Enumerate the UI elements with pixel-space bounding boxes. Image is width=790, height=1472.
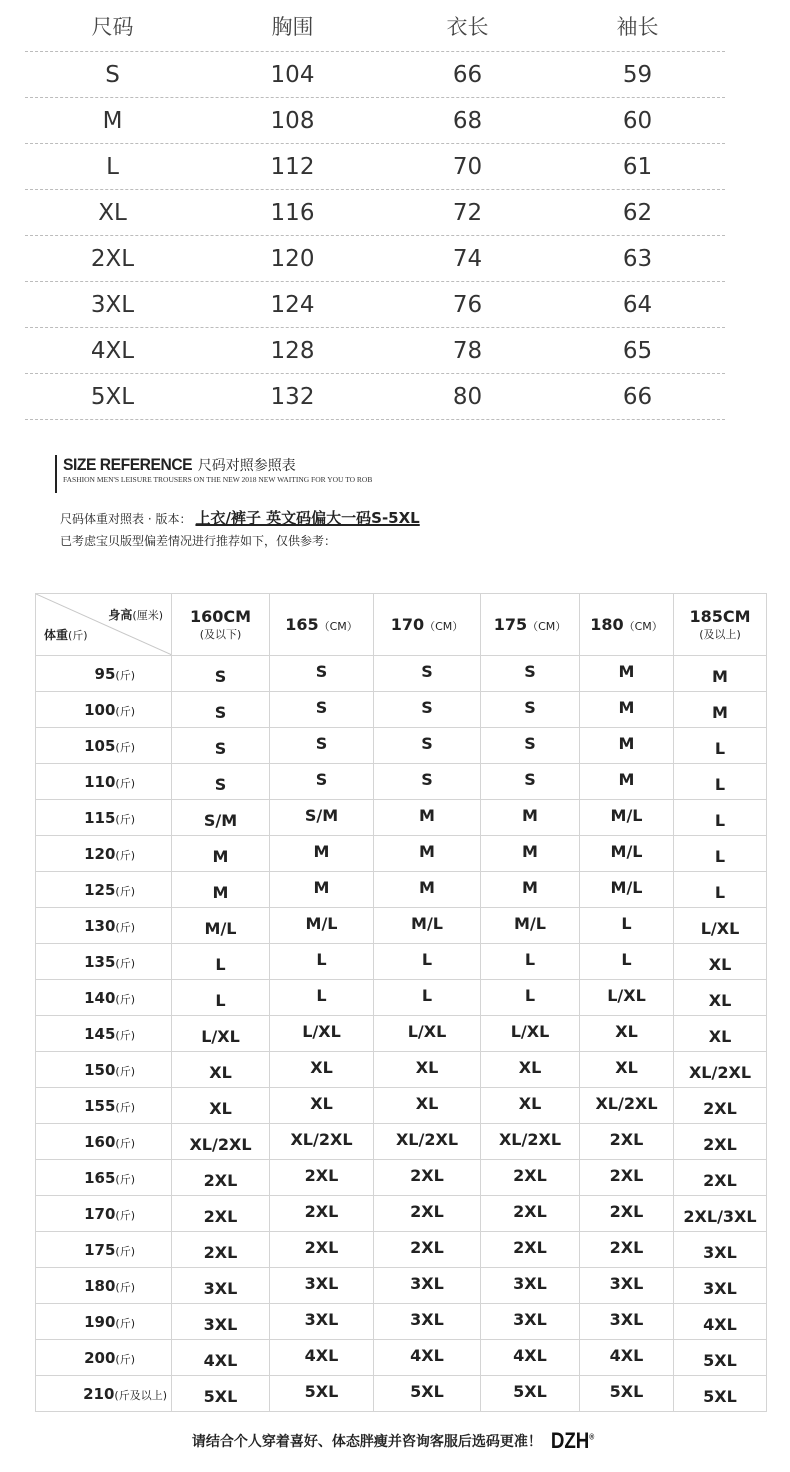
- recommendation-row: [36, 800, 767, 836]
- recommended-size-cell: 2XL: [374, 1196, 481, 1232]
- recommended-size-cell: M: [674, 692, 767, 728]
- sleeve-cell: 59: [622, 61, 653, 88]
- length-cell: 78: [452, 337, 483, 364]
- recommended-size-cell: M: [481, 836, 580, 872]
- sleeve-cell: 66: [622, 383, 653, 410]
- recommended-size-cell: 2XL: [580, 1232, 674, 1268]
- size-table-row: [25, 98, 725, 144]
- recommended-size-cell: L/XL: [580, 980, 674, 1016]
- recommendation-row: [36, 764, 767, 800]
- recommended-size-cell: 5XL: [172, 1376, 270, 1412]
- header-chest: 胸围: [271, 14, 314, 39]
- recommended-size-cell: S: [172, 692, 270, 728]
- weight-cell: 95(斤): [36, 656, 172, 692]
- recommended-size-cell: 2XL: [270, 1232, 374, 1268]
- recommended-size-cell: M/L: [481, 908, 580, 944]
- length-cell: 76: [452, 291, 483, 318]
- recommendation-row: [36, 1088, 767, 1124]
- recommended-size-cell: S: [172, 764, 270, 800]
- weight-cell: 175(斤): [36, 1232, 172, 1268]
- recommended-size-cell: 2XL: [481, 1232, 580, 1268]
- recommended-size-cell: 2XL: [674, 1124, 767, 1160]
- recommendation-row: [36, 980, 767, 1016]
- recommended-size-cell: 2XL: [172, 1160, 270, 1196]
- recommended-size-cell: L/XL: [674, 908, 767, 944]
- recommended-size-cell: M: [580, 728, 674, 764]
- height-column-header: 160CM (及以下): [172, 594, 270, 656]
- corner-cell: [36, 594, 172, 656]
- size-table-row: [25, 190, 725, 236]
- recommendation-row: [36, 692, 767, 728]
- length-cell: 72: [452, 199, 483, 226]
- recommended-size-cell: XL/2XL: [374, 1124, 481, 1160]
- recommended-size-cell: XL: [674, 944, 767, 980]
- footer-message: 请结合个人穿着喜好、体态胖瘦并咨询客服后选码更准！: [191, 1434, 542, 1450]
- recommended-size-cell: L: [580, 908, 674, 944]
- recommended-size-cell: S: [270, 728, 374, 764]
- recommendation-row: [36, 908, 767, 944]
- recommended-size-cell: 2XL: [674, 1160, 767, 1196]
- recommended-size-cell: XL: [674, 1016, 767, 1052]
- weight-cell: 190(斤): [36, 1304, 172, 1340]
- recommended-size-cell: 4XL: [270, 1340, 374, 1376]
- recommended-size-cell: 2XL: [481, 1160, 580, 1196]
- size-table-row: [25, 144, 725, 190]
- recommended-size-cell: 2XL: [674, 1088, 767, 1124]
- size-table-body: [25, 52, 725, 420]
- recommendation-row: [36, 836, 767, 872]
- chest-cell: 108: [270, 107, 315, 134]
- recommended-size-cell: L: [270, 944, 374, 980]
- recommendation-row: [36, 1304, 767, 1340]
- height-column-header: 185CM (及以上): [674, 594, 767, 656]
- recommended-size-cell: XL: [172, 1088, 270, 1124]
- recommended-size-cell: S: [374, 656, 481, 692]
- reference-subtitle: FASHION MEN'S LEISURE TROUSERS ON THE NEW 2018 NEW WAITING FOR YOU TO ROB: [63, 475, 373, 484]
- recommended-size-cell: L: [481, 944, 580, 980]
- weight-cell: 140(斤): [36, 980, 172, 1016]
- recommended-size-cell: 2XL: [270, 1196, 374, 1232]
- recommended-size-cell: M/L: [172, 908, 270, 944]
- size-table-row: [25, 282, 725, 328]
- recommended-size-cell: L/XL: [374, 1016, 481, 1052]
- recommended-size-cell: 3XL: [374, 1268, 481, 1304]
- recommended-size-cell: M: [674, 656, 767, 692]
- recommended-size-cell: M: [374, 872, 481, 908]
- recommended-size-cell: XL: [580, 1052, 674, 1088]
- length-cell: 70: [452, 153, 483, 180]
- registered-mark: ®: [589, 1432, 595, 1442]
- recommendation-row: [36, 1196, 767, 1232]
- weight-cell: 160(斤): [36, 1124, 172, 1160]
- length-cell: 74: [452, 245, 483, 272]
- reference-note: 已考虑宝贝版型偏差情况进行推荐如下，仅供参考：: [60, 534, 337, 548]
- recommendation-body: [36, 656, 767, 1412]
- recommended-size-cell: XL: [374, 1088, 481, 1124]
- recommended-size-cell: M/L: [580, 836, 674, 872]
- recommendation-row: [36, 1376, 767, 1412]
- recommendation-row: [36, 1016, 767, 1052]
- weight-cell: 145(斤): [36, 1016, 172, 1052]
- size-cell: L: [106, 153, 119, 180]
- recommended-size-cell: S: [374, 728, 481, 764]
- recommended-size-cell: S: [270, 656, 374, 692]
- recommended-size-cell: 2XL/3XL: [674, 1196, 767, 1232]
- recommended-size-cell: M/L: [374, 908, 481, 944]
- recommended-size-cell: L: [374, 944, 481, 980]
- recommendation-row: [36, 1052, 767, 1088]
- footer: [0, 1428, 790, 1454]
- recommended-size-cell: M/L: [580, 800, 674, 836]
- header-size: 尺码: [91, 14, 134, 39]
- chest-cell: 128: [270, 337, 315, 364]
- recommended-size-cell: L: [580, 944, 674, 980]
- recommended-size-cell: 2XL: [172, 1196, 270, 1232]
- recommendation-row: [36, 944, 767, 980]
- recommended-size-cell: XL/2XL: [172, 1124, 270, 1160]
- recommended-size-cell: M: [270, 872, 374, 908]
- size-table-row: [25, 236, 725, 282]
- recommended-size-cell: XL: [674, 980, 767, 1016]
- recommended-size-cell: L/XL: [172, 1016, 270, 1052]
- recommended-size-cell: XL/2XL: [270, 1124, 374, 1160]
- reference-title-en: SIZE REFERENCE: [63, 455, 193, 474]
- recommended-size-cell: XL: [172, 1052, 270, 1088]
- length-cell: 66: [452, 61, 483, 88]
- recommended-size-cell: 3XL: [674, 1232, 767, 1268]
- size-table-header: [25, 0, 725, 52]
- recommended-size-cell: 2XL: [580, 1124, 674, 1160]
- chest-cell: 116: [270, 199, 315, 226]
- recommendation-row: [36, 1340, 767, 1376]
- recommended-size-cell: L: [374, 980, 481, 1016]
- recommendation-row: [36, 1268, 767, 1304]
- recommended-size-cell: L: [172, 980, 270, 1016]
- corner-diagonal: [36, 594, 171, 655]
- recommended-size-cell: M: [580, 692, 674, 728]
- recommended-size-cell: 5XL: [374, 1376, 481, 1412]
- recommended-size-cell: L/XL: [270, 1016, 374, 1052]
- recommendation-row: [36, 1124, 767, 1160]
- recommended-size-cell: XL: [580, 1016, 674, 1052]
- recommended-size-cell: 4XL: [580, 1340, 674, 1376]
- weight-cell: 135(斤): [36, 944, 172, 980]
- recommended-size-cell: M: [481, 872, 580, 908]
- recommended-size-cell: 3XL: [172, 1304, 270, 1340]
- recommended-size-cell: L: [481, 980, 580, 1016]
- weight-cell: 125(斤): [36, 872, 172, 908]
- recommended-size-cell: L: [674, 728, 767, 764]
- reference-title: [63, 455, 296, 475]
- height-column-header: 180（CM）: [580, 594, 674, 656]
- recommended-size-cell: M: [374, 836, 481, 872]
- recommended-size-cell: M/L: [270, 908, 374, 944]
- recommended-size-cell: XL: [270, 1052, 374, 1088]
- recommended-size-cell: M: [580, 764, 674, 800]
- recommended-size-cell: L/XL: [481, 1016, 580, 1052]
- recommendation-row: [36, 1160, 767, 1196]
- recommended-size-cell: 4XL: [481, 1340, 580, 1376]
- recommended-size-cell: M: [172, 836, 270, 872]
- recommended-size-cell: M: [481, 800, 580, 836]
- recommended-size-cell: 3XL: [674, 1268, 767, 1304]
- recommended-size-cell: S: [374, 764, 481, 800]
- size-recommendation-table: [35, 593, 767, 1412]
- weight-cell: 170(斤): [36, 1196, 172, 1232]
- recommended-size-cell: 3XL: [172, 1268, 270, 1304]
- recommended-size-cell: 2XL: [580, 1160, 674, 1196]
- reference-version-line: [60, 507, 420, 528]
- recommended-size-cell: M: [270, 836, 374, 872]
- recommended-size-cell: 3XL: [374, 1304, 481, 1340]
- weight-cell: 155(斤): [36, 1088, 172, 1124]
- recommended-size-cell: S/M: [270, 800, 374, 836]
- recommended-size-cell: L: [674, 872, 767, 908]
- reference-version-prefix: 尺码体重对照表 · 版本：: [60, 512, 192, 526]
- size-measurement-table: [25, 0, 725, 420]
- recommended-size-cell: 5XL: [270, 1376, 374, 1412]
- chest-cell: 112: [270, 153, 315, 180]
- recommended-size-cell: 3XL: [580, 1304, 674, 1340]
- recommended-size-cell: M: [580, 656, 674, 692]
- length-cell: 80: [452, 383, 483, 410]
- recommended-size-cell: 3XL: [580, 1268, 674, 1304]
- recommended-size-cell: S: [172, 656, 270, 692]
- recommended-size-cell: S: [481, 692, 580, 728]
- recommended-size-cell: 5XL: [580, 1376, 674, 1412]
- recommended-size-cell: 2XL: [374, 1160, 481, 1196]
- recommended-size-cell: S: [270, 692, 374, 728]
- recommended-size-cell: XL/2XL: [674, 1052, 767, 1088]
- recommended-size-cell: 3XL: [481, 1268, 580, 1304]
- chest-cell: 124: [270, 291, 315, 318]
- recommendation-row: [36, 656, 767, 692]
- recommended-size-cell: 3XL: [270, 1268, 374, 1304]
- sleeve-cell: 65: [622, 337, 653, 364]
- height-column-header: 175（CM）: [481, 594, 580, 656]
- length-cell: 68: [452, 107, 483, 134]
- sleeve-cell: 61: [622, 153, 653, 180]
- weight-cell: 130(斤): [36, 908, 172, 944]
- sleeve-cell: 64: [622, 291, 653, 318]
- recommended-size-cell: 2XL: [374, 1232, 481, 1268]
- size-table-row: [25, 328, 725, 374]
- recommended-size-cell: M: [172, 872, 270, 908]
- recommendation-header-row: [36, 594, 767, 656]
- chest-cell: 104: [270, 61, 315, 88]
- recommended-size-cell: XL: [481, 1088, 580, 1124]
- recommended-size-cell: M/L: [580, 872, 674, 908]
- reference-title-cn: 尺码对照参照表: [197, 457, 296, 473]
- recommended-size-cell: 5XL: [674, 1340, 767, 1376]
- sleeve-cell: 62: [622, 199, 653, 226]
- size-table-row: [25, 52, 725, 98]
- size-cell: M: [102, 107, 123, 134]
- height-axis-label: 身高(厘米): [108, 608, 163, 622]
- weight-cell: 180(斤): [36, 1268, 172, 1304]
- weight-cell: 120(斤): [36, 836, 172, 872]
- recommended-size-cell: 3XL: [481, 1304, 580, 1340]
- weight-cell: 110(斤): [36, 764, 172, 800]
- header-length: 衣长: [446, 14, 489, 39]
- recommended-size-cell: XL: [481, 1052, 580, 1088]
- weight-axis-label: 体重(斤): [44, 628, 88, 642]
- weight-cell: 105(斤): [36, 728, 172, 764]
- weight-cell: 100(斤): [36, 692, 172, 728]
- recommended-size-cell: S: [374, 692, 481, 728]
- recommended-size-cell: M: [374, 800, 481, 836]
- recommended-size-cell: S: [481, 728, 580, 764]
- recommended-size-cell: XL: [374, 1052, 481, 1088]
- recommended-size-cell: XL/2XL: [580, 1088, 674, 1124]
- recommended-size-cell: 4XL: [172, 1340, 270, 1376]
- sleeve-cell: 60: [622, 107, 653, 134]
- recommended-size-cell: S/M: [172, 800, 270, 836]
- sleeve-cell: 63: [622, 245, 653, 272]
- header-sleeve: 袖长: [616, 14, 659, 39]
- size-cell: XL: [98, 199, 127, 226]
- size-cell: S: [105, 61, 120, 88]
- weight-cell: 165(斤): [36, 1160, 172, 1196]
- recommended-size-cell: 2XL: [481, 1196, 580, 1232]
- size-cell: 4XL: [90, 337, 135, 364]
- height-column-header: 170（CM）: [374, 594, 481, 656]
- size-cell: 5XL: [90, 383, 135, 410]
- weight-cell: 210(斤及以上): [36, 1376, 172, 1412]
- reference-divider: [55, 455, 57, 493]
- recommended-size-cell: 2XL: [580, 1196, 674, 1232]
- recommended-size-cell: 3XL: [270, 1304, 374, 1340]
- size-table-row: [25, 374, 725, 420]
- recommendation-row: [36, 872, 767, 908]
- recommended-size-cell: L: [172, 944, 270, 980]
- size-cell: 2XL: [90, 245, 135, 272]
- brand-logo: DZH®: [550, 1428, 595, 1453]
- recommended-size-cell: S: [481, 656, 580, 692]
- recommendation-row: [36, 728, 767, 764]
- recommended-size-cell: L: [674, 800, 767, 836]
- recommended-size-cell: S: [172, 728, 270, 764]
- chest-cell: 132: [270, 383, 315, 410]
- recommended-size-cell: XL/2XL: [481, 1124, 580, 1160]
- recommended-size-cell: 4XL: [674, 1304, 767, 1340]
- height-column-header: 165（CM）: [270, 594, 374, 656]
- recommended-size-cell: L: [674, 836, 767, 872]
- recommended-size-cell: 5XL: [481, 1376, 580, 1412]
- recommended-size-cell: 2XL: [270, 1160, 374, 1196]
- recommended-size-cell: 5XL: [674, 1376, 767, 1412]
- reference-version-highlight: 上衣/裤子 英文码偏大一码S-5XL: [195, 509, 420, 527]
- recommended-size-cell: XL: [270, 1088, 374, 1124]
- weight-cell: 150(斤): [36, 1052, 172, 1088]
- recommended-size-cell: S: [270, 764, 374, 800]
- recommended-size-cell: S: [481, 764, 580, 800]
- recommendation-row: [36, 1232, 767, 1268]
- recommended-size-cell: L: [270, 980, 374, 1016]
- recommended-size-cell: 2XL: [172, 1232, 270, 1268]
- recommended-size-cell: 4XL: [374, 1340, 481, 1376]
- chest-cell: 120: [270, 245, 315, 272]
- weight-cell: 200(斤): [36, 1340, 172, 1376]
- recommended-size-cell: L: [674, 764, 767, 800]
- weight-cell: 115(斤): [36, 800, 172, 836]
- size-cell: 3XL: [90, 291, 135, 318]
